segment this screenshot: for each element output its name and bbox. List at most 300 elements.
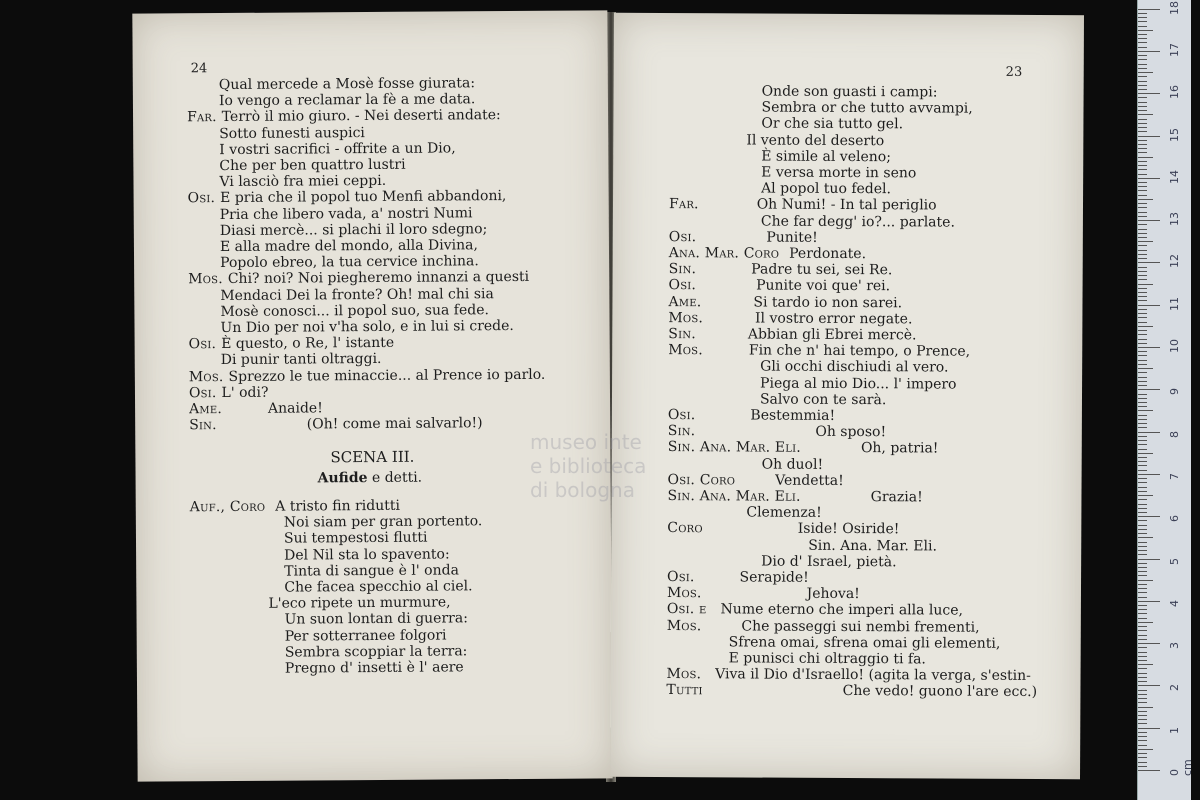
ruler-tick — [1138, 440, 1147, 441]
verse-text: Sotto funesti auspici — [219, 124, 365, 142]
verse-text: Grazia! — [870, 489, 923, 506]
text-line — [220, 237, 478, 255]
ruler-tick — [1138, 292, 1147, 293]
ruler-tick — [1138, 563, 1147, 564]
ruler-tick — [1138, 9, 1160, 10]
watermark-line: museo inte — [530, 430, 642, 454]
verse-text: Si tardo io non sarei. — [753, 294, 903, 311]
verse-text: Fin che n' hai tempo, o Prence, — [748, 342, 971, 360]
speaker-label: Ame. — [189, 401, 223, 418]
ruler-tick — [1138, 85, 1147, 86]
verse-text: Mosè conosci... il popol suo, sua fede. — [220, 301, 489, 320]
verse-text: Punite voi que' rei. — [756, 277, 891, 295]
ruler-tick — [1138, 597, 1147, 598]
text-line — [761, 116, 903, 133]
speaker-label: Mos. — [666, 585, 702, 602]
text-line — [285, 611, 468, 628]
ruler-tick — [1138, 626, 1147, 627]
ruler-tick — [1138, 250, 1147, 251]
text-line — [189, 385, 269, 402]
text-line — [668, 423, 886, 440]
ruler-tick — [1138, 190, 1147, 191]
text-line — [220, 253, 479, 271]
verse-text: Oh Numi! - In tal periglio — [756, 196, 937, 214]
text-line — [189, 335, 395, 352]
speaker-label: Mos. — [668, 309, 704, 327]
ruler-tick — [1138, 237, 1147, 238]
ruler-tick — [1138, 618, 1147, 619]
ruler-tick — [1138, 664, 1153, 665]
verse-text: Che passeggi sui nembi frementi, — [741, 618, 980, 636]
ruler-number: 12 — [1168, 254, 1181, 269]
ruler-tick — [1138, 647, 1147, 648]
ruler-tick — [1138, 220, 1160, 221]
ruler-tick — [1138, 17, 1147, 18]
ruler-tick — [1138, 89, 1147, 90]
text-line — [285, 659, 464, 676]
verse-text: Un suon lontan di guerra: — [284, 610, 468, 629]
ruler-tick — [1138, 38, 1147, 39]
verse-text: Al popol tuo fedel. — [761, 180, 892, 198]
text-line — [668, 326, 916, 343]
verse-text: Noi siam per gran portento. — [283, 513, 483, 531]
ruler-tick — [1138, 499, 1147, 500]
verse-text: Diasi mercè... si plachi il loro sdegno; — [219, 220, 488, 239]
ruler-tick — [1138, 753, 1147, 754]
speaker-label: Osi. — [187, 190, 216, 207]
ruler-tick — [1138, 114, 1153, 115]
verse-text: Sprezzo le tue minaccie... al Prence io parlo. — [228, 366, 546, 385]
ruler-tick — [1138, 415, 1147, 416]
text-line — [761, 100, 972, 117]
ruler-tick — [1138, 546, 1147, 547]
ruler-tick — [1138, 525, 1147, 526]
ruler-tick — [1138, 757, 1147, 758]
ruler-tick — [1138, 186, 1147, 187]
ruler-tick — [1138, 474, 1160, 475]
verse-text: Abbian gli Ebrei mercè. — [747, 326, 917, 344]
verse-text: Sin. Ana. Mar. Eli. — [808, 537, 937, 555]
text-line — [729, 650, 926, 667]
ruler-tick — [1138, 495, 1153, 496]
ruler-tick — [1138, 178, 1160, 179]
ruler-tick — [1138, 203, 1147, 204]
verse-text: Un Dio per noi v'ha solo, e in lui si crede. — [220, 318, 514, 337]
verse-text: I vostri sacrifici - offrite a un Dio, — [219, 140, 456, 158]
ruler-tick — [1138, 355, 1147, 356]
speaker-label: Osi. — [188, 336, 217, 353]
ruler-number: 2 — [1168, 684, 1181, 692]
verse-text: Jehova! — [806, 585, 860, 603]
ruler-tick — [1138, 157, 1153, 158]
verse-text: Iside! Osiride! — [797, 521, 900, 538]
ruler-tick — [1138, 317, 1147, 318]
ruler-tick — [1138, 296, 1147, 297]
text-line — [220, 205, 473, 223]
text-line — [667, 585, 860, 602]
ruler-tick — [1138, 42, 1147, 43]
text-line — [188, 188, 507, 206]
ruler-tick — [1138, 207, 1147, 208]
text-line — [668, 342, 970, 360]
text-line — [666, 666, 1030, 684]
verse-text: Sfrena omai, sfrena omai gli elementi, — [728, 634, 1001, 652]
text-line — [669, 245, 866, 262]
ruler-tick — [1138, 613, 1147, 614]
ruler-tick — [1138, 690, 1147, 691]
ruler-tick — [1138, 702, 1147, 703]
text-line — [761, 165, 916, 182]
ruler-tick — [1138, 233, 1147, 234]
ruler-tick — [1138, 732, 1147, 733]
left-page — [132, 10, 612, 781]
verse-text: Padre tu sei, sei Re. — [751, 261, 893, 279]
text-line — [189, 366, 546, 384]
ruler-tick — [1138, 660, 1147, 661]
ruler-tick — [1138, 740, 1147, 741]
text-line — [189, 415, 482, 433]
verse-text: È questo, o Re, l' istante — [221, 335, 395, 353]
right-page-number: 23 — [1005, 64, 1023, 80]
speaker-label: Osi. — [668, 228, 697, 246]
verse-text: Che far degg' io?... parlate. — [760, 213, 955, 231]
ruler-tick — [1138, 635, 1147, 636]
speaker-label: Sin. Ana. Mar. Eli. — [667, 488, 801, 505]
ruler-tick — [1138, 656, 1147, 657]
text-line — [219, 75, 475, 93]
verse-text: Del Nil sta lo spavento: — [284, 546, 450, 564]
ruler-tick — [1138, 182, 1147, 183]
verse-text: Oh duol! — [761, 456, 824, 473]
verse-text: Salvo con te sarà. — [759, 391, 887, 409]
speaker-label: Coro — [667, 520, 703, 537]
verse-text: Qual mercede a Mosè fosse giurata: — [218, 75, 476, 94]
ruler-tick — [1138, 136, 1160, 137]
ruler-tick — [1138, 72, 1153, 73]
ruler-tick — [1138, 174, 1147, 175]
ruler-number: 10 — [1168, 339, 1181, 353]
ruler-tick — [1138, 707, 1153, 708]
ruler-tick — [1138, 478, 1147, 479]
ruler-tick — [1138, 351, 1147, 352]
ruler-tick — [1138, 529, 1147, 530]
ruler-tick — [1138, 254, 1147, 255]
verse-text: E alla madre del mondo, alla Divina, — [219, 237, 478, 256]
ruler-tick — [1138, 258, 1147, 259]
ruler-tick — [1138, 533, 1147, 534]
ruler-number: 9 — [1168, 388, 1181, 396]
verse-text: Dio d' Israel, pietà. — [761, 553, 897, 571]
speaker-label: Far. — [668, 196, 699, 213]
ruler-number: 0 cm — [1168, 759, 1194, 776]
text-line — [219, 140, 455, 158]
ruler-tick — [1138, 372, 1147, 373]
ruler-tick — [1138, 212, 1147, 213]
verse-text: Viva il Dio d'Israello! (agita la verga, s'estin- — [715, 666, 1031, 685]
ruler-tick — [1138, 347, 1160, 348]
verse-text: Terrò il mio giuro. - Nei deserti andate: — [221, 107, 501, 126]
ruler-tick — [1138, 364, 1147, 365]
ruler-number: 6 — [1168, 515, 1181, 523]
text-line — [668, 407, 835, 424]
verse-text: Onde son guasti i campi: — [761, 83, 938, 101]
ruler-tick — [1138, 423, 1147, 424]
ruler-number: 15 — [1168, 127, 1181, 142]
speaker-label: Far. — [186, 109, 217, 126]
scene-title: SCENA III. — [330, 447, 415, 467]
text-line — [746, 505, 821, 521]
ruler-tick — [1138, 195, 1147, 196]
speaker-label: Sin. Ana. Mar. Eli. — [667, 439, 802, 457]
verse-text: Gli occhi dischiudi al vero. — [760, 358, 949, 376]
ruler-tick — [1138, 580, 1153, 581]
text-line — [284, 578, 472, 595]
ruler-tick — [1138, 123, 1147, 124]
ruler-tick — [1138, 512, 1147, 513]
ruler-number: 1 — [1168, 726, 1181, 734]
text-line — [667, 569, 809, 586]
ruler-tick — [1138, 736, 1147, 737]
ruler-tick — [1138, 605, 1147, 606]
verse-text: E versa morte in seno — [761, 164, 917, 182]
ruler-tick — [1138, 601, 1160, 602]
verse-text: Che facea specchio al ciel. — [284, 578, 473, 596]
text-line — [190, 498, 400, 515]
ruler-tick — [1138, 68, 1147, 69]
text-line — [761, 181, 891, 198]
ruler-tick — [1138, 745, 1147, 746]
ruler-tick — [1138, 537, 1153, 538]
verse-text: Bestemmia! — [750, 407, 836, 424]
speaker-label: Tutti — [666, 682, 703, 699]
verse-text: Nume eterno che imperi alla luce, — [720, 601, 964, 620]
ruler-number: 4 — [1168, 599, 1181, 607]
ruler-tick — [1138, 148, 1147, 149]
ruler-tick — [1138, 161, 1147, 162]
ruler-tick — [1138, 381, 1147, 382]
right-page — [610, 13, 1084, 779]
ruler-tick — [1138, 762, 1147, 763]
ruler-tick — [1138, 715, 1147, 716]
text-line — [668, 294, 902, 311]
ruler-tick — [1138, 457, 1147, 458]
verse-text: Popolo ebreo, la tua cervice inchina. — [220, 253, 479, 272]
ruler-tick — [1138, 504, 1147, 505]
text-line — [219, 157, 405, 174]
ruler-tick — [1138, 119, 1147, 120]
watermark-line: e biblioteca — [530, 454, 647, 478]
ruler-tick — [1138, 630, 1147, 631]
ruler-number: 14 — [1168, 169, 1181, 184]
ruler-tick — [1138, 313, 1147, 314]
text-line — [668, 439, 939, 456]
speaker-label: Osi. — [668, 277, 697, 294]
text-line — [268, 595, 450, 612]
text-line — [219, 91, 476, 109]
ruler-tick — [1138, 766, 1147, 767]
ruler-tick — [1138, 59, 1147, 60]
verse-text: Vendetta! — [775, 472, 844, 489]
text-line — [667, 601, 963, 619]
ruler-tick — [1138, 694, 1147, 695]
verse-text: Clemenza! — [746, 504, 822, 522]
ruler-tick — [1138, 127, 1147, 128]
text-line — [669, 277, 891, 294]
verse-text: E punisci chi oltraggio ti fa. — [728, 650, 926, 668]
ruler-tick — [1138, 575, 1147, 576]
text-line — [760, 375, 957, 392]
verse-text: Oh, patria! — [860, 440, 939, 457]
ruler-tick — [1138, 698, 1147, 699]
ruler-number: 17 — [1168, 42, 1181, 57]
ruler-tick — [1138, 13, 1147, 14]
verse-text: Pria che libero vada, a' nostri Numi — [219, 204, 473, 223]
speaker-label: Mos. — [666, 666, 702, 683]
ruler-tick — [1138, 728, 1160, 729]
ruler-tick — [1138, 224, 1147, 225]
verse-text: È simile al veleno; — [761, 148, 891, 166]
ruler-tick — [1138, 330, 1147, 331]
watermark — [530, 430, 646, 502]
ruler-tick — [1138, 723, 1147, 724]
ruler-tick — [1138, 436, 1147, 437]
text-line — [221, 351, 382, 368]
verse-text: Sembra scoppiar la terra: — [284, 643, 468, 661]
ruler-tick — [1138, 97, 1147, 98]
verse-text: L'eco ripete un murmure, — [268, 594, 451, 612]
ruler-tick — [1138, 102, 1147, 103]
speaker-label: Osi. — [188, 384, 217, 402]
verse-text: Che per ben quattro lustri — [219, 156, 406, 175]
ruler-tick — [1138, 279, 1147, 280]
speaker-label: Sin. — [668, 326, 696, 343]
scene-subtitle-bold: Aufide — [317, 470, 368, 487]
speaker-label: Sin. — [667, 423, 696, 440]
verse-text: Io vengo a reclamar la fè a me data. — [218, 91, 476, 110]
ruler-tick — [1138, 677, 1147, 678]
text-line — [668, 472, 844, 489]
ruler-tick — [1138, 550, 1147, 551]
ruler-tick — [1138, 449, 1147, 450]
ruler-tick — [1138, 470, 1147, 471]
speaker-label: Auf., Coro — [189, 498, 266, 516]
ruler-tick — [1138, 26, 1147, 27]
speaker-label: Ana. Mar. Coro — [668, 245, 780, 262]
scene-subtitle — [318, 470, 423, 487]
text-line — [669, 261, 893, 278]
speaker-label: Ame. — [668, 293, 702, 310]
text-line — [285, 627, 447, 644]
ruler-tick — [1138, 571, 1147, 572]
ruler-number: 8 — [1168, 430, 1181, 438]
ruler-tick — [1138, 432, 1160, 433]
speaker-label: Osi. Coro — [667, 471, 736, 489]
ruler-tick — [1138, 685, 1160, 686]
text-line — [760, 359, 948, 376]
verse-text: Or che sia tutto gel. — [761, 115, 904, 133]
verse-text: Sembra or che tutto avvampi, — [761, 99, 973, 117]
ruler-tick — [1138, 110, 1147, 111]
ruler-tick — [1138, 262, 1160, 263]
ruler-tick — [1138, 410, 1153, 411]
text-line — [220, 221, 488, 239]
text-line — [187, 107, 501, 125]
ruler-tick — [1138, 300, 1147, 301]
ruler-tick — [1138, 465, 1147, 466]
ruler-tick — [1138, 482, 1147, 483]
verse-text: (Oh! come mai salvarlo!) — [306, 415, 483, 433]
ruler-tick — [1138, 749, 1153, 750]
ruler-tick — [1138, 275, 1147, 276]
ruler-tick — [1138, 339, 1147, 340]
text-line — [729, 634, 1001, 651]
ruler-tick — [1138, 588, 1147, 589]
ruler-tick — [1138, 30, 1153, 31]
verse-text: Chi? noi? Noi piegheremo innanzi a questi — [227, 269, 530, 288]
verse-text: Mendaci Dei la fronte? Oh! mal chi sia — [220, 285, 494, 304]
ruler-tick — [1138, 668, 1147, 669]
speaker-label: Sin. — [189, 417, 217, 434]
text-line — [284, 530, 428, 547]
ruler-number: 16 — [1168, 85, 1181, 100]
ruler-tick — [1138, 453, 1153, 454]
ruler-tick — [1138, 652, 1147, 653]
ruler-tick — [1138, 487, 1147, 488]
ruler-number: 11 — [1168, 296, 1181, 311]
ruler-tick — [1138, 81, 1147, 82]
ruler-tick — [1138, 520, 1147, 521]
verse-text: Vi lasciò fra miei ceppi. — [219, 173, 387, 191]
text-line — [760, 391, 886, 408]
ruler-tick — [1138, 508, 1147, 509]
text-line — [220, 286, 494, 304]
verse-text: Sui tempestosi flutti — [283, 530, 428, 548]
measuring-ruler — [1137, 0, 1194, 800]
text-line — [762, 84, 938, 101]
text-line — [284, 513, 483, 530]
ruler-tick — [1138, 245, 1147, 246]
ruler-tick — [1138, 47, 1147, 48]
ruler-tick — [1138, 51, 1160, 52]
ruler-tick — [1138, 427, 1147, 428]
text-line — [761, 148, 891, 165]
verse-text: L' odi? — [221, 384, 269, 401]
verse-text: Il vento del deserto — [746, 132, 885, 149]
verse-text: A tristo fin ridutti — [275, 497, 401, 515]
text-line — [669, 229, 818, 246]
text-line — [220, 318, 513, 336]
speaker-label: Osi. — [667, 569, 695, 586]
ruler-tick — [1138, 584, 1147, 585]
ruler-tick — [1138, 271, 1147, 272]
ruler-tick — [1138, 516, 1160, 517]
verse-text: Anaide! — [267, 400, 323, 417]
text-line — [761, 213, 955, 230]
speaker-label: Mos. — [666, 617, 702, 634]
ruler-tick — [1138, 673, 1147, 674]
text-line — [666, 682, 1037, 700]
ruler-tick — [1138, 394, 1147, 395]
text-line — [746, 132, 884, 149]
ruler-tick — [1138, 288, 1147, 289]
ruler-tick — [1138, 55, 1147, 56]
text-line — [667, 618, 980, 636]
left-page-number: 24 — [190, 61, 208, 77]
ruler-tick — [1138, 64, 1147, 65]
verse-text: Serapide! — [739, 569, 809, 586]
ruler-number: 5 — [1168, 557, 1181, 565]
ruler-tick — [1138, 76, 1147, 77]
